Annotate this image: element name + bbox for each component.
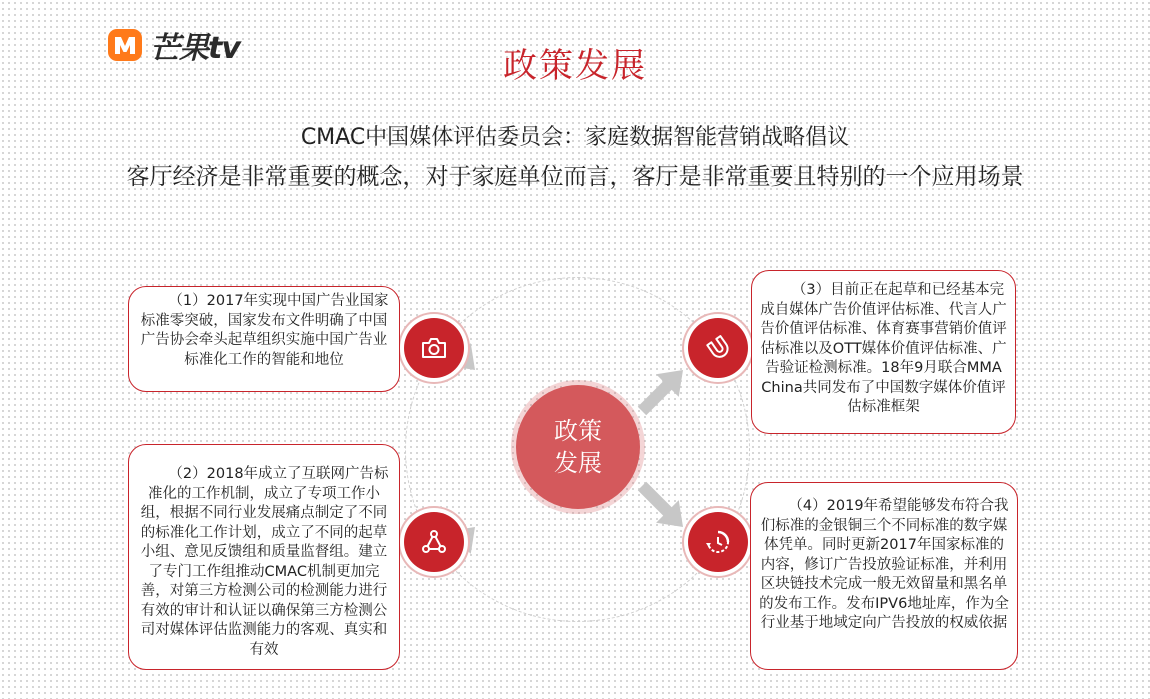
item1-icon-badge: [404, 318, 464, 378]
camera-icon: [419, 333, 449, 363]
center-line2: 发展: [554, 449, 602, 477]
policy-item-1-text: （1）2017年实现中国广告业国家标准零突破，国家发布文件明确了中国广告协会牵头起草组织实施中国广告业标准化工作的智能和地位: [140, 293, 389, 368]
center-line1: 政策: [554, 417, 602, 445]
item2-icon-badge: [404, 512, 464, 572]
magnet-icon: [703, 333, 733, 363]
clock-icon: [703, 527, 733, 557]
policy-item-2: [128, 444, 400, 670]
logo-text: 芒果tv: [150, 31, 240, 66]
policy-item-2-text: （2）2018年成立了互联网广告标准化的工作机制，成立了专项工作小组，根据不同行业发展痛点制定了不同的标准化工作计划，成立了不同的起草小组、意见反馈组和质量监督组。建立了专门工作组推动CMAC机制更加完善，对第三方检测公司的检测能力进行有效的审计和认证以确保第三方检测公司对媒体评估监测能力的客观、真实和有效: [140, 466, 389, 658]
policy-item-4: [750, 482, 1018, 670]
policy-item-1: [128, 286, 400, 392]
policy-item-3: [751, 270, 1016, 434]
item3-icon-badge: [688, 318, 748, 378]
policy-item-4-text: （4）2019年希望能够发布符合我们标准的金银铜三个不同标准的数字媒体凭单。同时更新2017年国家标准的内容，修订广告投放验证标准，并利用区块链技术完成一般无效留量和黑名单的发布工作。发布IPV6地址库，作为全行业基于地域定向广告投放的权威依据: [759, 498, 1009, 631]
item4-icon-badge: [688, 512, 748, 572]
network-icon: [419, 527, 449, 557]
center-policy-circle: [516, 385, 640, 509]
subtitle-living-room: 客厅经济是非常重要的概念，对于家庭单位而言，客厅是非常重要且特别的一个应用场景: [126, 164, 1024, 190]
subtitle-cmac: CMAC中国媒体评估委员会：家庭数据智能营销战略倡议: [300, 125, 850, 150]
policy-item-3-text: （3）目前正在起草和已经基本完成自媒体广告价值评估标准、代言人广告价值评估标准、体育赛事营销价值评估标准以及OTT媒体价值评估标准、广告验证检测标准。18年9月联合MMA China共同发布了中国数字媒体价值评估标准框架: [760, 282, 1007, 415]
page-title: 政策发展: [503, 46, 647, 86]
